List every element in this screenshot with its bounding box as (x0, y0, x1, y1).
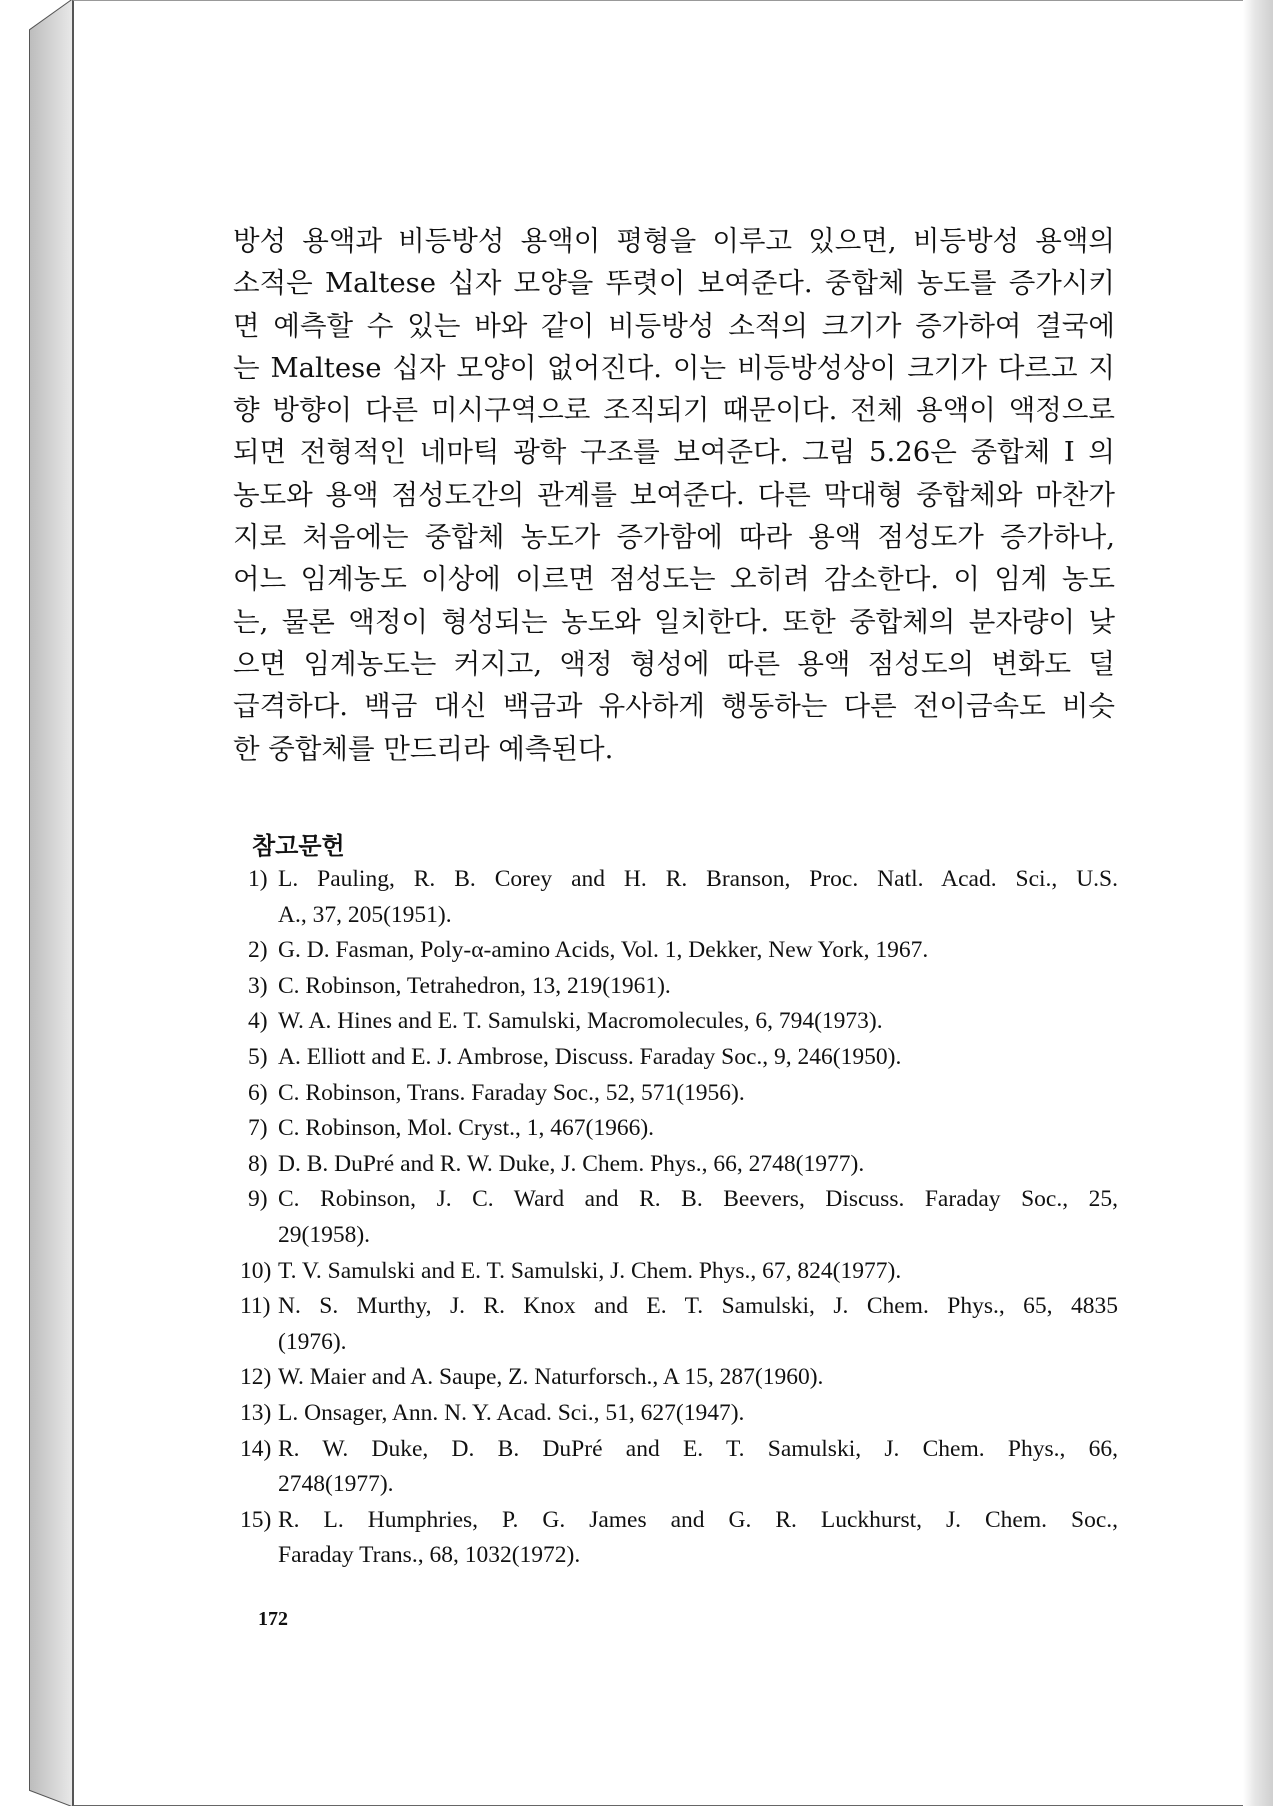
reference-number: 1) (248, 866, 268, 892)
reference-item (240, 1396, 1118, 1432)
reference-number: 12) (240, 1364, 272, 1391)
reference-number: 13) (240, 1399, 272, 1426)
reference-text: R. L. Humphries, P. G. James and G. R. Luckhurst, J. Chem. Soc., (278, 1506, 1118, 1533)
reference-text: R. W. Duke, D. B. DuPré and E. T. Samulski, J. Chem. Phys., 66, (278, 1435, 1118, 1462)
reference-number: 11) (240, 1293, 271, 1320)
reference-text: D. B. DuPré and R. W. Duke, J. Chem. Phys., 66, 2748(1977). (278, 1150, 865, 1177)
reference-number: 7) (248, 1115, 268, 1142)
reference-text: C. Robinson, Trans. Faraday Soc., 52, 571(1956). (278, 1079, 745, 1106)
reference-item (250, 1004, 1118, 1040)
reference-number: 5) (248, 1043, 268, 1070)
reference-text: T. V. Samulski and E. T. Samulski, J. Chem. Phys., 67, 824(1977). (278, 1257, 902, 1284)
reference-number: 6) (248, 1079, 268, 1106)
reference-item (240, 1254, 1118, 1290)
body-line: 한 중합체를 만드리라 예측된다. (233, 732, 614, 765)
reference-text-continued: A., 37, 205(1951). (278, 901, 452, 928)
reference-item (250, 1076, 1118, 1112)
reference-item (240, 1432, 1118, 1503)
reference-text-continued: 2748(1977). (278, 1471, 394, 1498)
body-line: 지로 처음에는 중합체 농도가 증가함에 따라 용액 점성도가 증가하나, (233, 521, 1115, 554)
reference-text-continued: Faraday Trans., 68, 1032(1972). (278, 1542, 581, 1569)
reference-number: 8) (248, 1150, 268, 1177)
reference-item (250, 862, 1118, 933)
reference-item (250, 1040, 1118, 1076)
reference-text: W. Maier and A. Saupe, Z. Naturforsch., A 15, 287(1960). (278, 1364, 824, 1391)
reference-text: L. Pauling, R. B. Corey and H. R. Branson, Proc. Natl. Acad. Sci., U.S. (278, 866, 1118, 892)
reference-item (240, 1360, 1118, 1396)
reference-text: W. A. Hines and E. T. Samulski, Macromolecules, 6, 794(1973). (278, 1008, 883, 1035)
reference-item (240, 1503, 1118, 1574)
reference-item (250, 933, 1118, 969)
references-list (240, 862, 1118, 1574)
body-line: 으면 임계농도는 커지고, 액정 형성에 따른 용액 점성도의 변화도 덜 (233, 647, 1115, 680)
body-line: 방성 용액과 비등방성 용액이 평형을 이루고 있으면, 비등방성 용액의 (233, 225, 1115, 257)
reference-number: 9) (248, 1186, 268, 1213)
reference-text: G. D. Fasman, Poly-α-amino Acids, Vol. 1, Dekker, New York, 1967. (278, 937, 929, 964)
reference-item (250, 1182, 1118, 1253)
body-line: 면 예측할 수 있는 바와 같이 비등방성 소적의 크기가 증가하여 결국에 (233, 309, 1115, 342)
body-line: 어느 임계농도 이상에 이르면 점성도는 오히려 감소한다. 이 임계 농도 (233, 563, 1115, 596)
reference-item (250, 1111, 1118, 1147)
reference-number: 2) (248, 937, 268, 964)
reference-item (250, 1147, 1118, 1183)
reference-item (250, 969, 1118, 1005)
reference-item (240, 1289, 1118, 1360)
reference-text: N. S. Murthy, J. R. Knox and E. T. Samulski, J. Chem. Phys., 65, 4835 (278, 1293, 1118, 1320)
reference-text: C. Robinson, Mol. Cryst., 1, 467(1966). (278, 1115, 655, 1142)
body-line: 향 방향이 다른 미시구역으로 조직되기 때문이다. 전체 용액이 액정으로 (233, 394, 1115, 427)
body-line: 는 Maltese 십자 모양이 없어진다. 이는 비등방성상이 크기가 다르고 지 (233, 351, 1115, 384)
page-right-shadow (1243, 0, 1273, 1806)
reference-text-continued: 29(1958). (278, 1221, 371, 1248)
reference-number: 10) (240, 1257, 272, 1284)
reference-number: 15) (240, 1506, 272, 1533)
body-paragraph (233, 220, 1115, 770)
body-line: 는, 물론 액정이 형성되는 농도와 일치한다. 또한 중합체의 분자량이 낮 (233, 605, 1115, 638)
reference-number: 3) (248, 972, 268, 999)
body-line: 되면 전형적인 네마틱 광학 구조를 보여준다. 그림 5.26은 중합체 I 의 (233, 436, 1115, 469)
reference-text: L. Onsager, Ann. N. Y. Acad. Sci., 51, 627(1947). (278, 1399, 745, 1426)
reference-text: A. Elliott and E. J. Ambrose, Discuss. Faraday Soc., 9, 246(1950). (278, 1043, 902, 1070)
body-line: 농도와 용액 점성도간의 관계를 보여준다. 다른 막대형 중합체와 마찬가 (233, 478, 1115, 511)
reference-number: 4) (248, 1008, 268, 1035)
body-line: 급격하다. 백금 대신 백금과 유사하게 행동하는 다른 전이금속도 비슷 (233, 690, 1115, 723)
body-line: 소적은 Maltese 십자 모양을 뚜렷이 보여준다. 중합체 농도를 증가시키 (233, 267, 1115, 300)
reference-text: C. Robinson, Tetrahedron, 13, 219(1961). (278, 972, 671, 999)
references-heading: 참고문헌 (252, 832, 345, 860)
page-number: 172 (258, 1608, 288, 1630)
reference-number: 14) (240, 1435, 272, 1462)
reference-text: C. Robinson, J. C. Ward and R. B. Beevers, Discuss. Faraday Soc., 25, (278, 1186, 1118, 1213)
reference-text-continued: (1976). (278, 1328, 347, 1355)
